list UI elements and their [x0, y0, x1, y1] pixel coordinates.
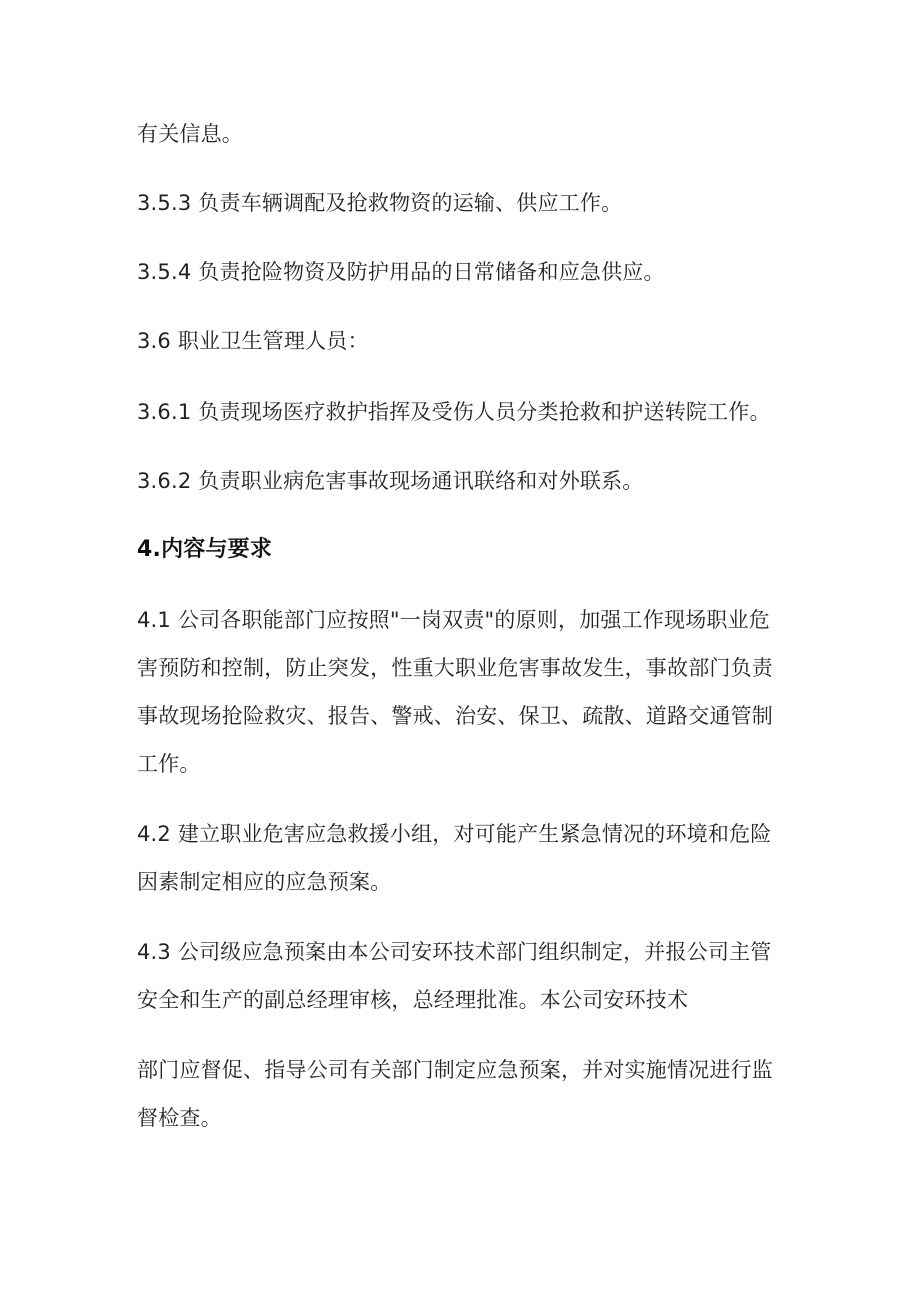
- text-line: 安全和生产的副总经理审核，总经理批准。本公司安环技术: [137, 988, 689, 1012]
- text-line: 因素制定相应的应急预案。: [137, 870, 392, 894]
- text-line: 3.6.2 负责职业病危害事故现场通讯联络和对外联系。: [137, 469, 644, 493]
- text-line: 3.6.1 负责现场医疗救护指挥及受伤人员分类抢救和护送转院工作。: [137, 400, 771, 424]
- text-line: 3.5.4 负责抢险物资及防护用品的日常储备和应急供应。: [137, 260, 665, 284]
- section-heading: 4.内容与要求: [137, 537, 273, 562]
- text-line: 事故现场抢险救灾、报告、警戒、治安、保卫、疏散、道路交通管制: [137, 704, 773, 728]
- text-line: 3.5.3 负责车辆调配及抢救物资的运输、供应工作。: [137, 191, 623, 215]
- text-line: 4.3 公司级应急预案由本公司安环技术部门组织制定，并报公司主管: [137, 940, 772, 964]
- text-line: 害预防和控制，防止突发，性重大职业危害事故发生，事故部门负责: [137, 656, 773, 680]
- text-line: 3.6 职业卫生管理人员：: [137, 329, 369, 353]
- text-line: 有关信息。: [137, 122, 243, 146]
- text-line: 督检查。: [137, 1106, 222, 1130]
- text-line: 部门应督促、指导公司有关部门制定应急预案，并对实施情况进行监: [137, 1058, 773, 1082]
- text-line: 工作。: [137, 752, 201, 776]
- text-line: 4.2 建立职业危害应急救援小组，对可能产生紧急情况的环境和危险: [137, 822, 772, 846]
- text-line: 4.1 公司各职能部门应按照"一岗双责"的原则，加强工作现场职业危: [137, 608, 770, 632]
